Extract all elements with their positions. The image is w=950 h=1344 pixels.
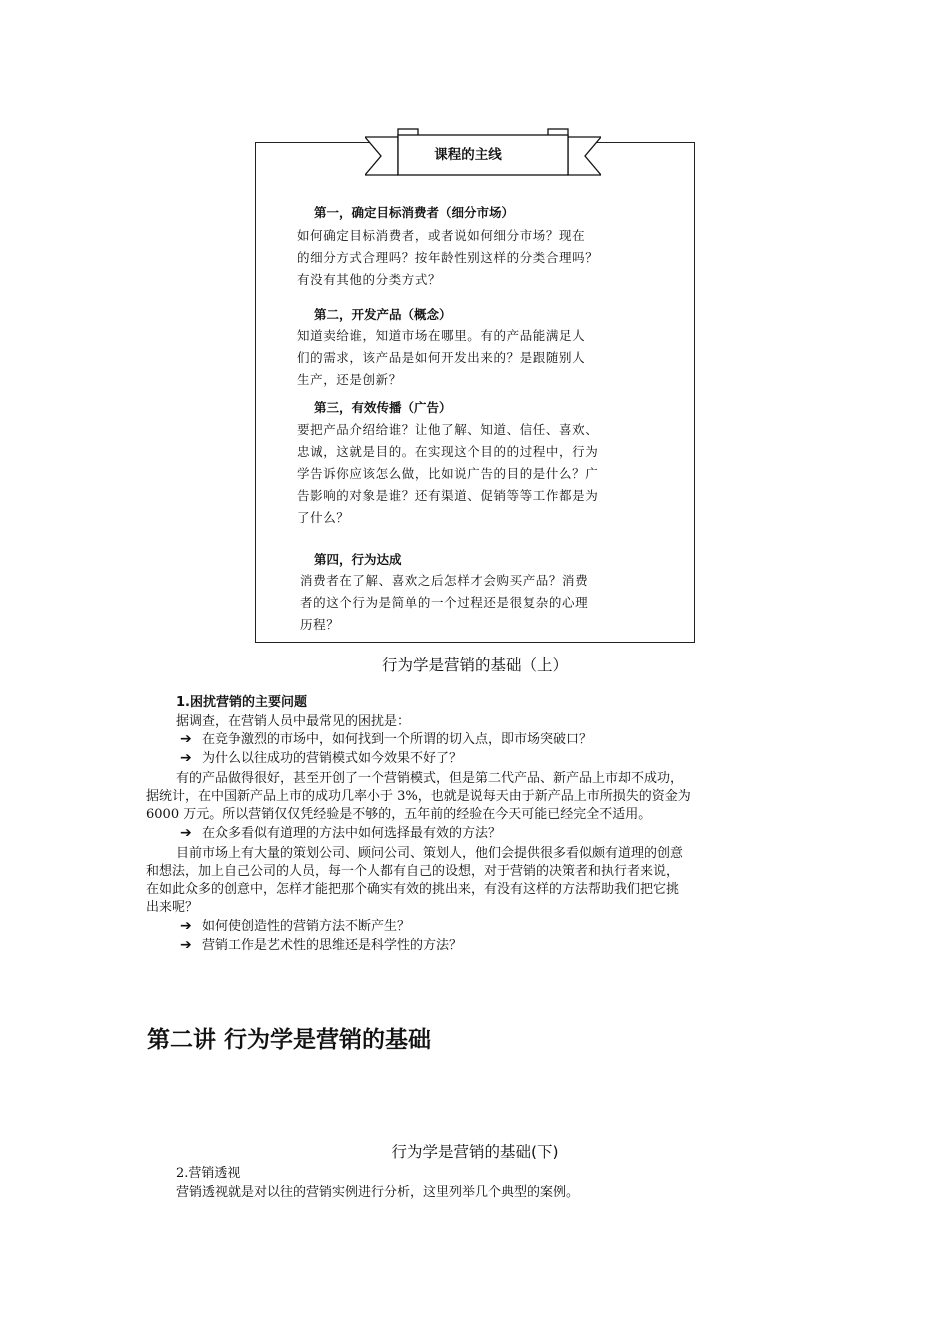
paragraph-line: 有的产品做得很好，甚至开创了一个营销模式，但是第二代产品、新产品上市却不成功， bbox=[176, 771, 684, 786]
part1-intro: 据调查，在营销人员中最常见的困扰是： bbox=[176, 714, 411, 729]
lecture-title: 第二讲 行为学是营销的基础 bbox=[147, 1027, 432, 1053]
section-2-line: 生产，还是创新？ bbox=[297, 372, 402, 387]
section-3-line: 要把产品介绍给谁？让他了解、知道、信任、喜欢、 bbox=[297, 422, 599, 437]
section-heading-3: 第三，有效传播（广告） bbox=[314, 400, 452, 415]
section-4-line: 者的这个行为是简单的一个过程还是很复杂的心理 bbox=[300, 595, 589, 610]
caption-lower: 行为学是营销的基础(下) bbox=[391, 1143, 559, 1161]
section-heading-4: 第四，行为达成 bbox=[314, 552, 402, 567]
paragraph-line: 目前市场上有大量的策划公司、顾问公司、策划人，他们会提供很多看似颇有道理的创意 bbox=[176, 846, 684, 861]
bullet-item: ➔ 为什么以往成功的营销模式如今效果不好了？ bbox=[180, 750, 463, 766]
section-3-line: 了什么？ bbox=[297, 510, 350, 525]
right-arrow-icon: ➔ bbox=[180, 918, 192, 934]
section-4-line: 消费者在了解、喜欢之后怎样才会购买产品？消费 bbox=[300, 573, 589, 588]
bullet-item: ➔ 在众多看似有道理的方法中如何选择最有效的方法？ bbox=[180, 825, 502, 841]
section-heading-1: 第一，确定目标消费者（细分市场） bbox=[314, 205, 515, 220]
section-3-line: 忠诚，这就是目的。在实现这个目的的过程中，行为 bbox=[297, 444, 599, 459]
part2-line: 营销透视就是对以往的营销实例进行分析，这里列举几个典型的案例。 bbox=[176, 1185, 580, 1200]
part2-heading: 2.营销透视 bbox=[176, 1166, 241, 1181]
bullet-item: ➔ 如何使创造性的营销方法不断产生？ bbox=[180, 918, 411, 934]
section-1-line: 的细分方式合理吗？按年龄性别这样的分类合理吗？ bbox=[297, 250, 599, 265]
section-1-line: 有没有其他的分类方式？ bbox=[297, 272, 442, 287]
section-2-line: 们的需求，该产品是如何开发出来的？是跟随别人 bbox=[297, 350, 586, 365]
section-4-line: 历程？ bbox=[300, 617, 340, 632]
section-3-line: 学告诉你应该怎么做，比如说广告的目的是什么？广 bbox=[297, 466, 599, 481]
paragraph-line: 在如此众多的创意中，怎样才能把那个确实有效的挑出来，有没有这样的方法帮助我们把它挑 bbox=[146, 882, 680, 897]
right-arrow-icon: ➔ bbox=[180, 750, 192, 766]
section-1-line: 如何确定目标消费者，或者说如何细分市场？现在 bbox=[297, 228, 586, 243]
section-2-line: 知道卖给谁，知道市场在哪里。有的产品能满足人 bbox=[297, 328, 586, 343]
paragraph-line: 6000 万元。所以营销仅仅凭经验是不够的，五年前的经验在今天可能已经完全不适用。 bbox=[146, 807, 652, 822]
bullet-item: ➔ 在竞争激烈的市场中，如何找到一个所谓的切入点，即市场突破口？ bbox=[180, 731, 593, 747]
part1-heading: 1.困扰营销的主要问题 bbox=[176, 695, 307, 710]
paragraph-line: 出来呢？ bbox=[146, 900, 199, 915]
outline-title: 课程的主线 bbox=[434, 147, 502, 163]
caption-upper: 行为学是营销的基础（上） bbox=[381, 656, 568, 674]
paragraph-line: 和想法，加上自己公司的人员，每一个人都有自己的设想，对于营销的决策者和执行者来说， bbox=[146, 864, 680, 879]
paragraph-line: 据统计，在中国新产品上市的成功几率小于 3%，也就是说每天由于新产品上市所损失的资金为 bbox=[146, 789, 691, 804]
section-heading-2: 第二，开发产品（概念） bbox=[314, 307, 452, 322]
right-arrow-icon: ➔ bbox=[180, 825, 192, 841]
right-arrow-icon: ➔ bbox=[180, 937, 192, 953]
right-arrow-icon: ➔ bbox=[180, 731, 192, 747]
bullet-item: ➔ 营销工作是艺术性的思维还是科学性的方法？ bbox=[180, 937, 463, 953]
section-3-line: 告影响的对象是谁？还有渠道、促销等等工作都是为 bbox=[297, 488, 599, 503]
